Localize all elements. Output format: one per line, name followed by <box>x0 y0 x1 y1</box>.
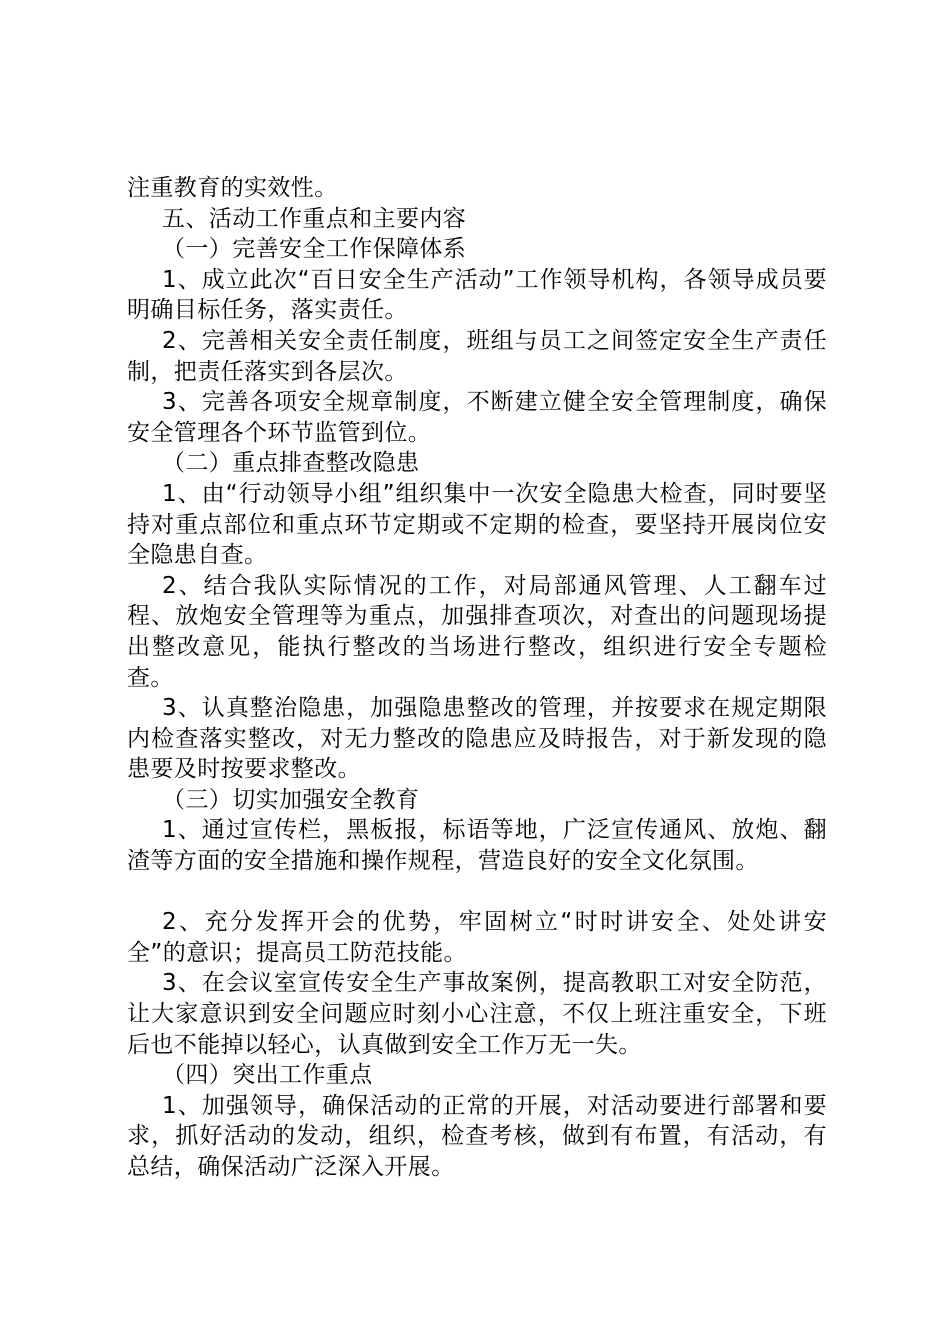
paragraph: 1、加强领导，确保活动的正常的开展，对活动要进行部署和要求，抓好活动的发动，组织，检查考核，做到有布置，有活动，有总结，确保活动广泛深入开展。 <box>127 1092 827 1180</box>
subsection-heading: （一）完善安全工作保障体系 <box>162 236 467 263</box>
paragraph: 3、在会议室宣传安全生产事故案例，提高教职工对安全防范，让大家意识到安全问题应时刻小心注意，不仅上班注重安全，下班后也不能掉以轻心，认真做到安全工作万无一失。 <box>127 970 827 1058</box>
section-heading: 五、活动工作重点和主要内容 <box>162 205 467 232</box>
paragraph: 1、成立此次“百日安全生产活动”工作领导机构，各领导成员要明确目标任务，落实责任。 <box>127 266 827 324</box>
subsection-heading: （二）重点排查整改隐患 <box>162 450 420 477</box>
paragraph: 1、由“行动领导小组”组织集中一次安全隐患大检查，同时要坚持对重点部位和重点环节定期或不定期的检查，要坚持开展岗位安全隐患自查。 <box>127 480 827 569</box>
blank-line <box>127 877 827 908</box>
paragraph: 2、充分发挥开会的优势，牢固树立“时时讲安全、处处讲安全”的意识；提高员工防范技能。 <box>127 909 827 966</box>
paragraph: 2、结合我队实际情况的工作，对局部通风管理、人工翻车过程、放炮安全管理等为重点，加强排查项次，对查出的问题现场提出整改意见，能执行整改的当场进行整改，组织进行安全专题检查。 <box>127 572 827 691</box>
subsection-heading: （三）切实加强安全教育 <box>162 786 420 813</box>
paragraph-continuation: 注重教育的实效性。 <box>127 175 338 201</box>
document-body <box>127 173 827 1183</box>
paragraph: 3、完善各项安全规章制度，不断建立健全安全管理制度，确保安全管理各个环节监管到位。 <box>127 389 827 446</box>
paragraph: 1、通过宣传栏，黑板报，标语等地，广泛宣传通风、放炮、翻渣等方面的安全措施和操作规程，营造良好的安全文化氛围。 <box>127 817 827 875</box>
paragraph: 3、认真整治隐患，加强隐患整改的管理，并按要求在规定期限内检查落实整改，对无力整改的隐患应及時报告，对于新发现的隐患要及时按要求整改。 <box>127 695 827 783</box>
paragraph: 2、完善相关安全责任制度，班组与员工之间签定安全生产责任制，把责任落实到各层次。 <box>127 327 827 385</box>
subsection-heading: （四）突出工作重点 <box>162 1062 373 1089</box>
